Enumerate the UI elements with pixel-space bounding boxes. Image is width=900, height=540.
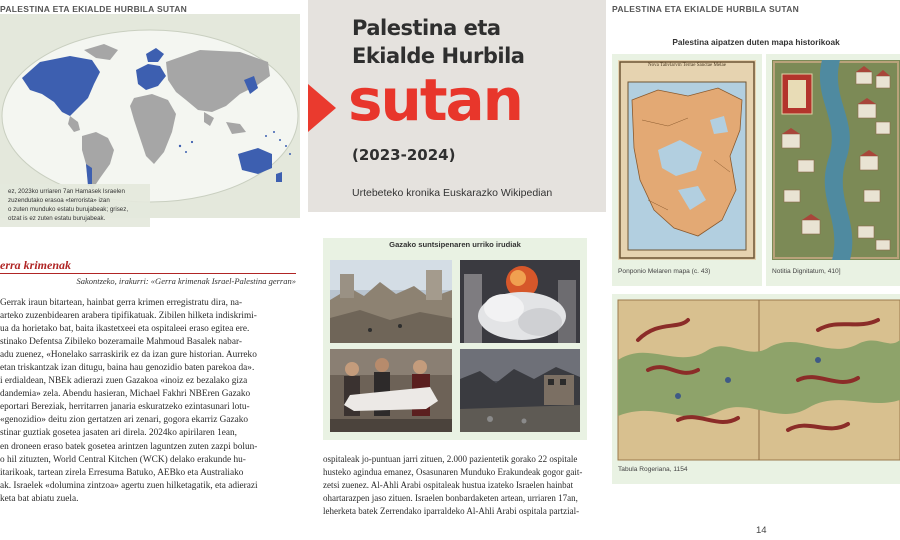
map-caption-line: zuzendutako erasoa «terrorista» izan — [8, 197, 110, 204]
body-line: zetsi zuenez. Al-Ahli Arabi ospitaleak hustua izateko Israelen hainbat — [323, 479, 574, 490]
gaza-photo-street — [460, 349, 580, 432]
historic-map-panel-pomponio — [612, 54, 762, 286]
rogeriana-map-image — [618, 300, 900, 460]
body-line: arteko zuzenbidearen arabera tipifikatuak. Zibilen hilketa indiskrimi- — [0, 311, 257, 322]
body-line: en droneen eraso batek gosetea arintzen laguntzen zuten zazpi bolun- — [0, 441, 258, 452]
body-line: itarikoak, tartean zirela Erresuma Batuko, AEBko eta Australiako — [0, 467, 244, 478]
body-line: keta bat abiatu zuela. — [0, 493, 79, 504]
body-line: eportari Bereziak, herritarren janaria eskuratzeko ezintasunari lotu- — [0, 402, 250, 413]
world-map-figure — [0, 14, 300, 222]
running-head-left: PALESTINA ETA EKIALDE HURBILA SUTAN — [0, 4, 188, 14]
caption-notitia: Notitia Dignitatum, 410] — [772, 268, 841, 275]
body-line: ua da horietako bat, baita ikastetxeei eta ospitaleei eraso egitea ere. — [0, 324, 250, 335]
body-line: stinar guztiak gosetea jasaten ari direla. 2024ko apirilaren 1ean, — [0, 428, 237, 439]
red-arrow-icon — [308, 84, 336, 132]
body-line: stinako Defentsa Zibileko bozeramaile Mahmoud Basalek nabar- — [0, 337, 242, 348]
map-caption-line: o zuten munduko estatu burujabeak; grisez, — [8, 206, 129, 213]
pomponio-map-heading: Nova Tabvlarvm Terrae Sanctae Melae — [648, 63, 726, 68]
center-body — [323, 453, 591, 518]
cover-years: (2023-2024) — [352, 146, 456, 164]
historic-map-panel-rogeriana — [612, 294, 900, 484]
gaza-photo-people — [330, 349, 452, 432]
gaza-photo-rubble — [330, 260, 452, 343]
body-line: ospitaleak jo-puntuan jarri zituen, 2.000 pazientetik gorako 22 ospitale — [323, 454, 578, 464]
caption-pomponio: Ponponio Melaren mapa (c. 43) — [618, 268, 711, 275]
left-page — [0, 0, 305, 540]
gaza-photo-smoke — [460, 260, 580, 343]
section-rule — [0, 273, 296, 274]
historic-maps-title: Palestina aipatzen duten mapa historikoak — [672, 37, 840, 47]
war-crimes-body — [0, 297, 298, 506]
page-number: 14 — [756, 525, 767, 536]
body-line: ohartarazpen jaso zituen. Israelen bonbardaketen artean, urriaren 17an, — [323, 492, 578, 503]
historic-map-panel-notitia — [766, 54, 900, 286]
body-line: leherketa batek Zerrendako iparraldeko Al-Ahli Arabi ospitala partzial- — [323, 505, 580, 516]
body-line: i erdialdean, NBEk adierazi zuen Gazakoa «inoiz ez bezalako giza — [0, 376, 248, 387]
cover-title-line: Ekialde Hurbila — [352, 44, 525, 68]
map-caption-line: otzat is ez zuten estatu burujabeak. — [8, 215, 106, 222]
body-line: adu zuenez, «Honelako sarraskirik ez da izan gure historian. Aurreko — [0, 350, 257, 361]
gaza-photo-gallery — [323, 238, 587, 440]
body-line: Gerrak iraun bitartean, hainbat gerra krimen erregistratu dira, na- — [0, 298, 243, 308]
body-line: ak. Israelek «dolumina zintzoa» agertu zuen hilketagatik, eta adierazi — [0, 480, 258, 491]
cover-title — [352, 14, 524, 70]
pomponio-map-image — [618, 60, 756, 260]
section-further-reading: Sakontzeko, irakurri: «Gerra krimenak Israel-Palestina gerran» — [76, 276, 296, 286]
body-line: o hil zituzten, World Central Kitchen (WCK) delako erakunde hu- — [0, 454, 246, 465]
cover-big-word: sutan — [348, 66, 522, 134]
gallery-title: Gazako suntsipenaren urriko irudiak — [389, 240, 521, 249]
cover-subtitle: Urtebeteko kronika Euskarazko Wikipedian — [352, 187, 553, 199]
map-caption-line: ez, 2023ko urriaren 7an Hamasek Israelen — [8, 188, 125, 195]
cover-title-line: Palestina eta — [352, 16, 501, 40]
body-line: etan triskantzak izan ditugu, baina hau genozidio baten parekoa da». — [0, 363, 255, 374]
running-head-right: PALESTINA ETA EKIALDE HURBILA SUTAN — [612, 4, 800, 14]
map-caption — [0, 184, 150, 227]
book-cover — [308, 0, 606, 212]
notitia-map-image — [772, 60, 900, 260]
caption-rogeriana: Tabula Rogeriana, 1154 — [618, 466, 688, 473]
body-line: husteko agindua emanez, Osasunaren Munduko Erakundeak gogor gait- — [323, 466, 583, 477]
body-line: dandemia» zela. Abendu hasieran, Michael Fakhri NBEren Gazako — [0, 389, 251, 400]
body-line: «genozidio» deitu zion gertatzen ari zenari, gogora ekarriz Gazako — [0, 415, 249, 426]
section-heading-war-crimes: erra krimenak — [0, 258, 72, 272]
